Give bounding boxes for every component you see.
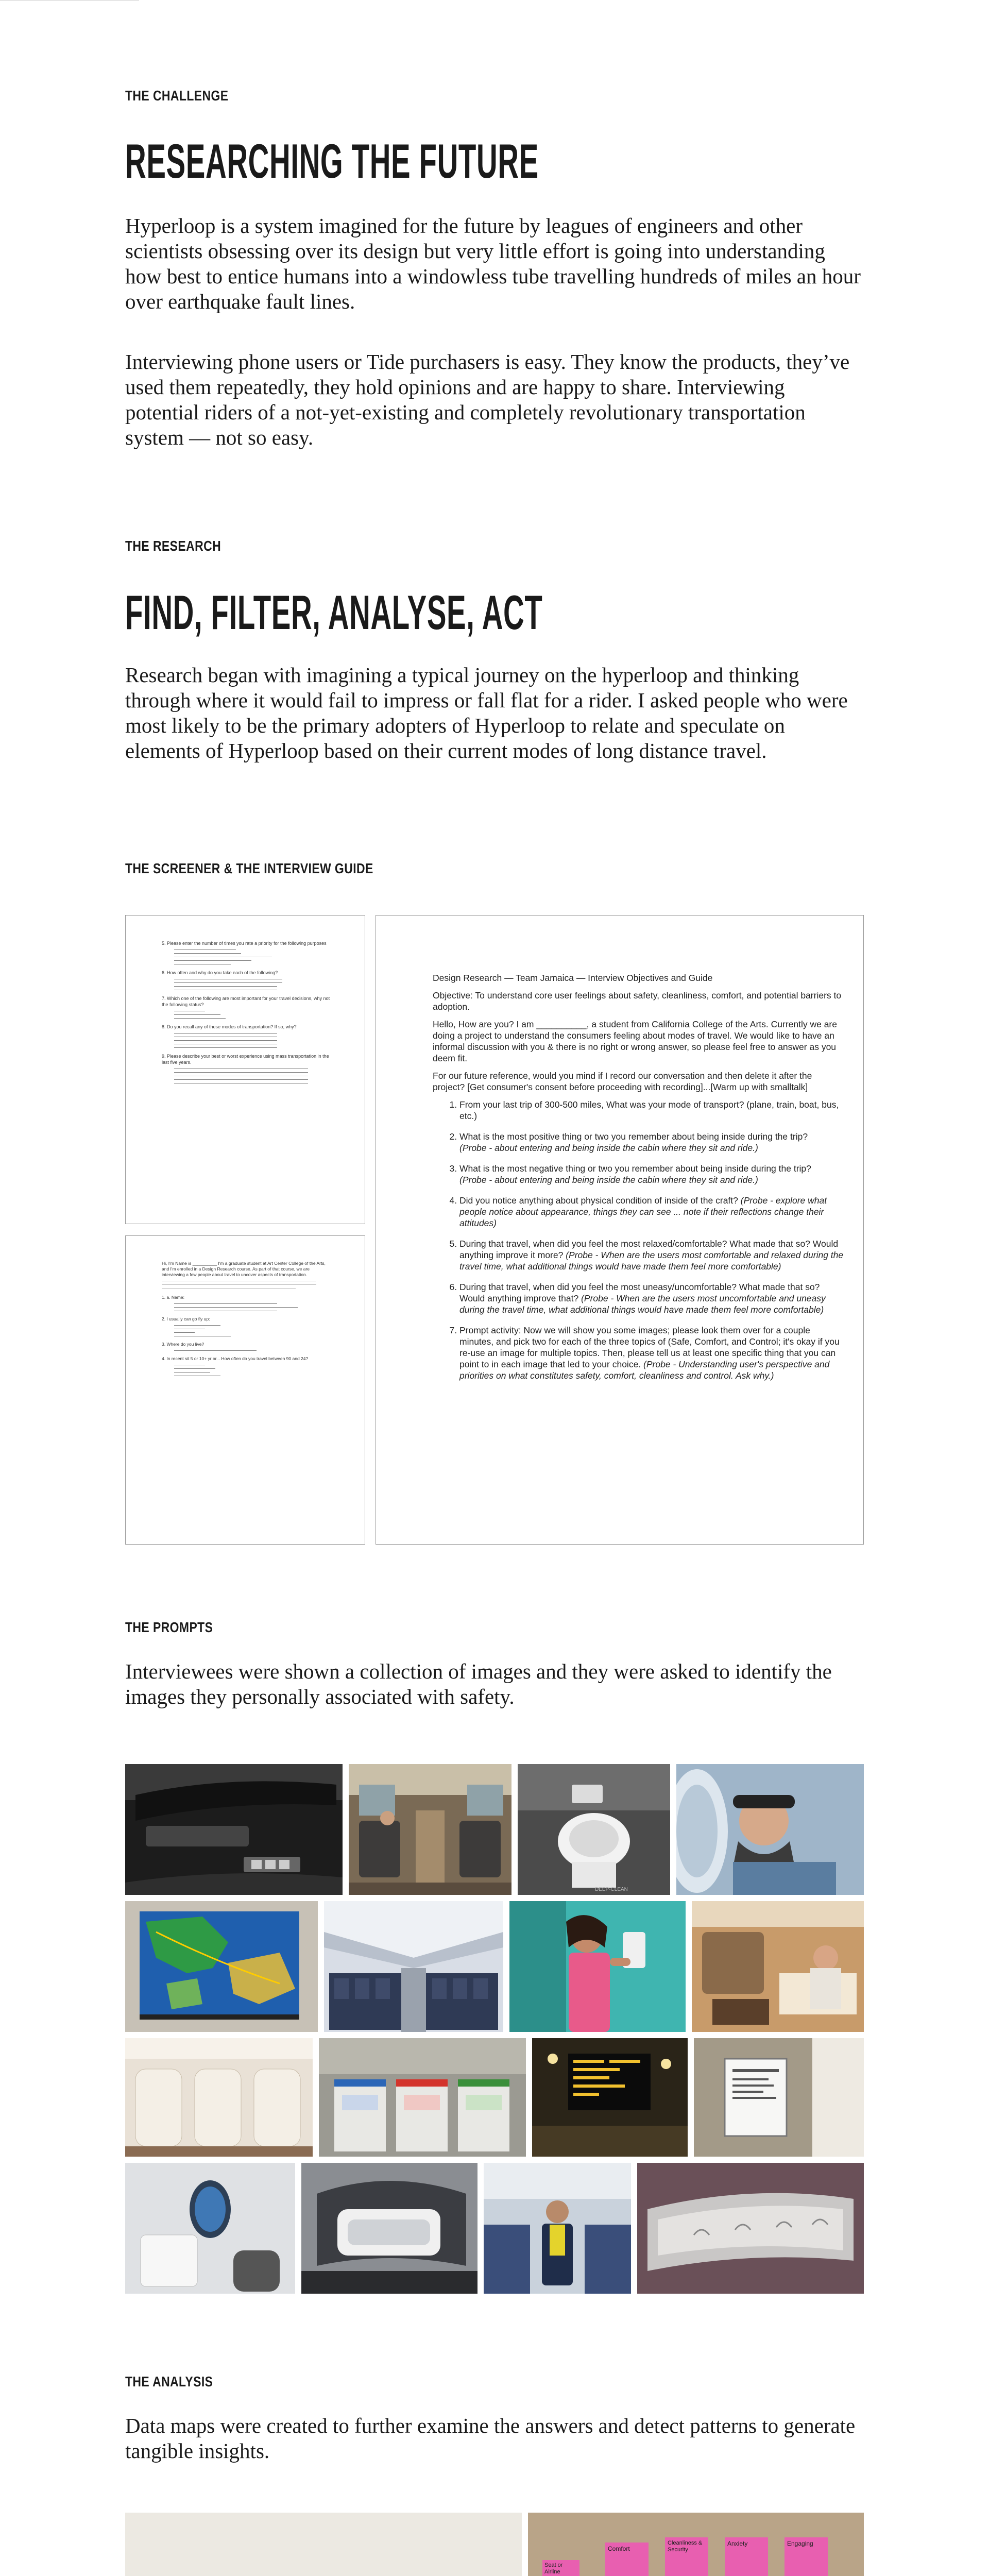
prompt-image-seat-controls: [637, 2163, 864, 2294]
prompt-watermark: DEEP-CLEAN: [595, 1887, 628, 1892]
prompt-image-flight-attendant: [484, 2163, 631, 2294]
screener-intro: Hi, I'm Name is __________ I'm a graduate student at Art Center College of the Arts, and I'm enrolled in a Design Research course. As part of that course, we are interviewing a few people about travel to uncover aspects of transportation.: [162, 1261, 326, 1277]
guide-questions: [433, 1099, 845, 1381]
research-paragraph: Research began with imagining a typical journey on the hyperloop and thinking through where it would fail to impress or fall flat for a rider. I asked people who were most likely to be the primary adopters of Hyperloop to relate and speculate on elements of Hyperloop based on their current modes of long distance travel.: [125, 663, 848, 762]
analysis-image-data-map-wall: [125, 2513, 522, 2576]
screener-label: THE SCREENER & THE INTERVIEW GUIDE: [125, 860, 373, 876]
screener-q5: 5. Please enter the number of times you rate a priority for the following purposes: [162, 941, 327, 946]
prompt-image-first-class-cabin: [692, 1901, 864, 2032]
prompt-image-car-door-panel: [125, 1764, 343, 1895]
guide-question: 4. Did you notice anything about physical condition of inside of the craft? (Probe - explore what people notice about appearance, things they can see ... note if their reflections change their attitudes): [459, 1195, 845, 1229]
screener-q6: 6. How often and why do you take each of the following?: [162, 970, 278, 975]
prompt-image-toilet: [518, 1764, 670, 1895]
prompts-label: THE PROMPTS: [125, 1619, 213, 1635]
prompt-image-woman-sanitizer: [509, 1901, 686, 2032]
research-label: THE RESEARCH: [125, 538, 221, 554]
prompt-image-train-interior: [349, 1764, 511, 1895]
analysis-label: THE ANALYSIS: [125, 2374, 213, 2389]
guide-question: 3. What is the most negative thing or two you remember about being inside during the trip? (Probe - about entering and being inside the cabin where they sit and ride.): [459, 1163, 845, 1185]
prompt-image-airplane-passenger: [676, 1764, 864, 1895]
challenge-paragraph-1: Hyperloop is a system imagined for the future by leagues of engineers and other scientists obsessing over its design but very little effort is going into understanding how best to entice humans into a windowless tube travelling hundreds of miles an hour over earthquake fault lines.: [125, 214, 861, 313]
prompt-image-safety-notice: [694, 2038, 864, 2157]
affinity-note: Seat or Airline: [542, 2560, 579, 2576]
prompt-image-flight-map: [125, 1901, 318, 2032]
prompt-image-business-seat: [301, 2163, 478, 2294]
prompt-image-departure-board: [532, 2038, 688, 2157]
screener-sheet-1: [125, 915, 365, 1224]
guide-question: 1. From your last trip of 300-500 miles, What was your mode of transport? (plane, train, boat, bus, etc.): [459, 1099, 845, 1122]
prompt-image-airplane-cabin: [324, 1901, 503, 2032]
affinity-note: Cleanliness & Security: [665, 2537, 708, 2576]
prompt-image-recycling-bins: [319, 2038, 526, 2157]
guide-title: Design Research — Team Jamaica — Interview Objectives and Guide: [433, 973, 713, 983]
screener-q4: 4. In recent sit 5 or 10+ yr or... How often do you travel between 90 and 24?: [162, 1356, 309, 1361]
research-title: FIND, FILTER, ANALYSE, ACT: [125, 585, 543, 639]
guide-question: 5. During that travel, when did you feel the most relaxed/comfortable? What made that so? Would anything improve it more? (Probe - When are the users most comfortable and relaxed during the travel time, what additional things would have made them feel more comfortable): [459, 1238, 845, 1272]
top-divider: [0, 0, 139, 1]
guide-question: 7. Prompt activity: Now we will show you some images; please look them over for a couple minutes, and pick two for each of the three topics of (Safe, Comfort, and Control; it's okay if you re-use an image for multiple topics. Then, please tell us at least one specific thing that you can point to in each image that led to your choice. (Probe - Understanding user's perspective and priorities on what constitutes safety, comfort, cleanliness and control. Ask why.): [459, 1325, 845, 1381]
guide-consent: For our future reference, would you mind if I record our conversation and then delete it after the project? [Get consumer's consent before proceeding with recording]...[Warm up with smalltalk]: [433, 1071, 812, 1092]
challenge-label: THE CHALLENGE: [125, 88, 229, 104]
analysis-image-affinity-board: [528, 2513, 864, 2576]
guide-greeting: Hello, How are you? I am __________, a student from California College of the Arts. Currently we are doing a project to understand the consumers feeling about modes of travel. We would like to have an informal discussion with you & there is no right or wrong answer, so please feel free to answer as you deem fit.: [433, 1019, 837, 1063]
prompts-paragraph: Interviewees were shown a collection of images and they were asked to identify the images they personally associated with safety.: [125, 1659, 832, 1708]
prompt-image-lavatory: [125, 2163, 295, 2294]
guide-question: 2. What is the most positive thing or two you remember about being inside during the trip? (Probe - about entering and being inside the cabin where they sit and ride.): [459, 1131, 845, 1154]
guide-question: 6. During that travel, when did you feel the most uneasy/uncomfortable? What made that so? Would anything improve that? (Probe - When are the users most uncomfortable and uneasy during the travel time, what additional things would have made them feel more comfortable): [459, 1281, 845, 1315]
screener-q8: 8. Do you recall any of these modes of transportation? If so, why?: [162, 1024, 297, 1029]
screener-q1: 1. a. Name:: [162, 1295, 184, 1300]
analysis-paragraph: Data maps were created to further examine the answers and detect patterns to generate tangible insights.: [125, 2414, 856, 2463]
challenge-paragraph-2: Interviewing phone users or Tide purchasers is easy. They know the products, they’ve used them repeatedly, they hold opinions and are happy to share. Interviewing potential riders of a not-yet-existing and completely revolutionary transportation system — not so easy.: [125, 350, 850, 449]
screener-sheet-2: [125, 1235, 365, 1545]
guide-objective: Objective: To understand core user feelings about safety, cleanliness, comfort, and potential barriers to adoption.: [433, 990, 842, 1012]
affinity-note: Engaging: [785, 2537, 828, 2576]
screener-q3: 3. Where do you live?: [162, 1342, 204, 1347]
screener-q2: 2. I usually can go fly up:: [162, 1316, 210, 1321]
affinity-note: Comfort: [605, 2543, 649, 2576]
screener-q7: 7. Which one of the following are most important for your travel decisions, why not the following status?: [162, 996, 330, 1007]
affinity-note: Anxiety: [725, 2537, 768, 2576]
screener-q9: 9. Please describe your best or worst experience using mass transportation in the last five years.: [162, 1054, 329, 1065]
challenge-title: RESEARCHING THE FUTURE: [125, 134, 539, 188]
interview-guide: [376, 915, 864, 1545]
prompt-image-train-seats: [125, 2038, 313, 2157]
